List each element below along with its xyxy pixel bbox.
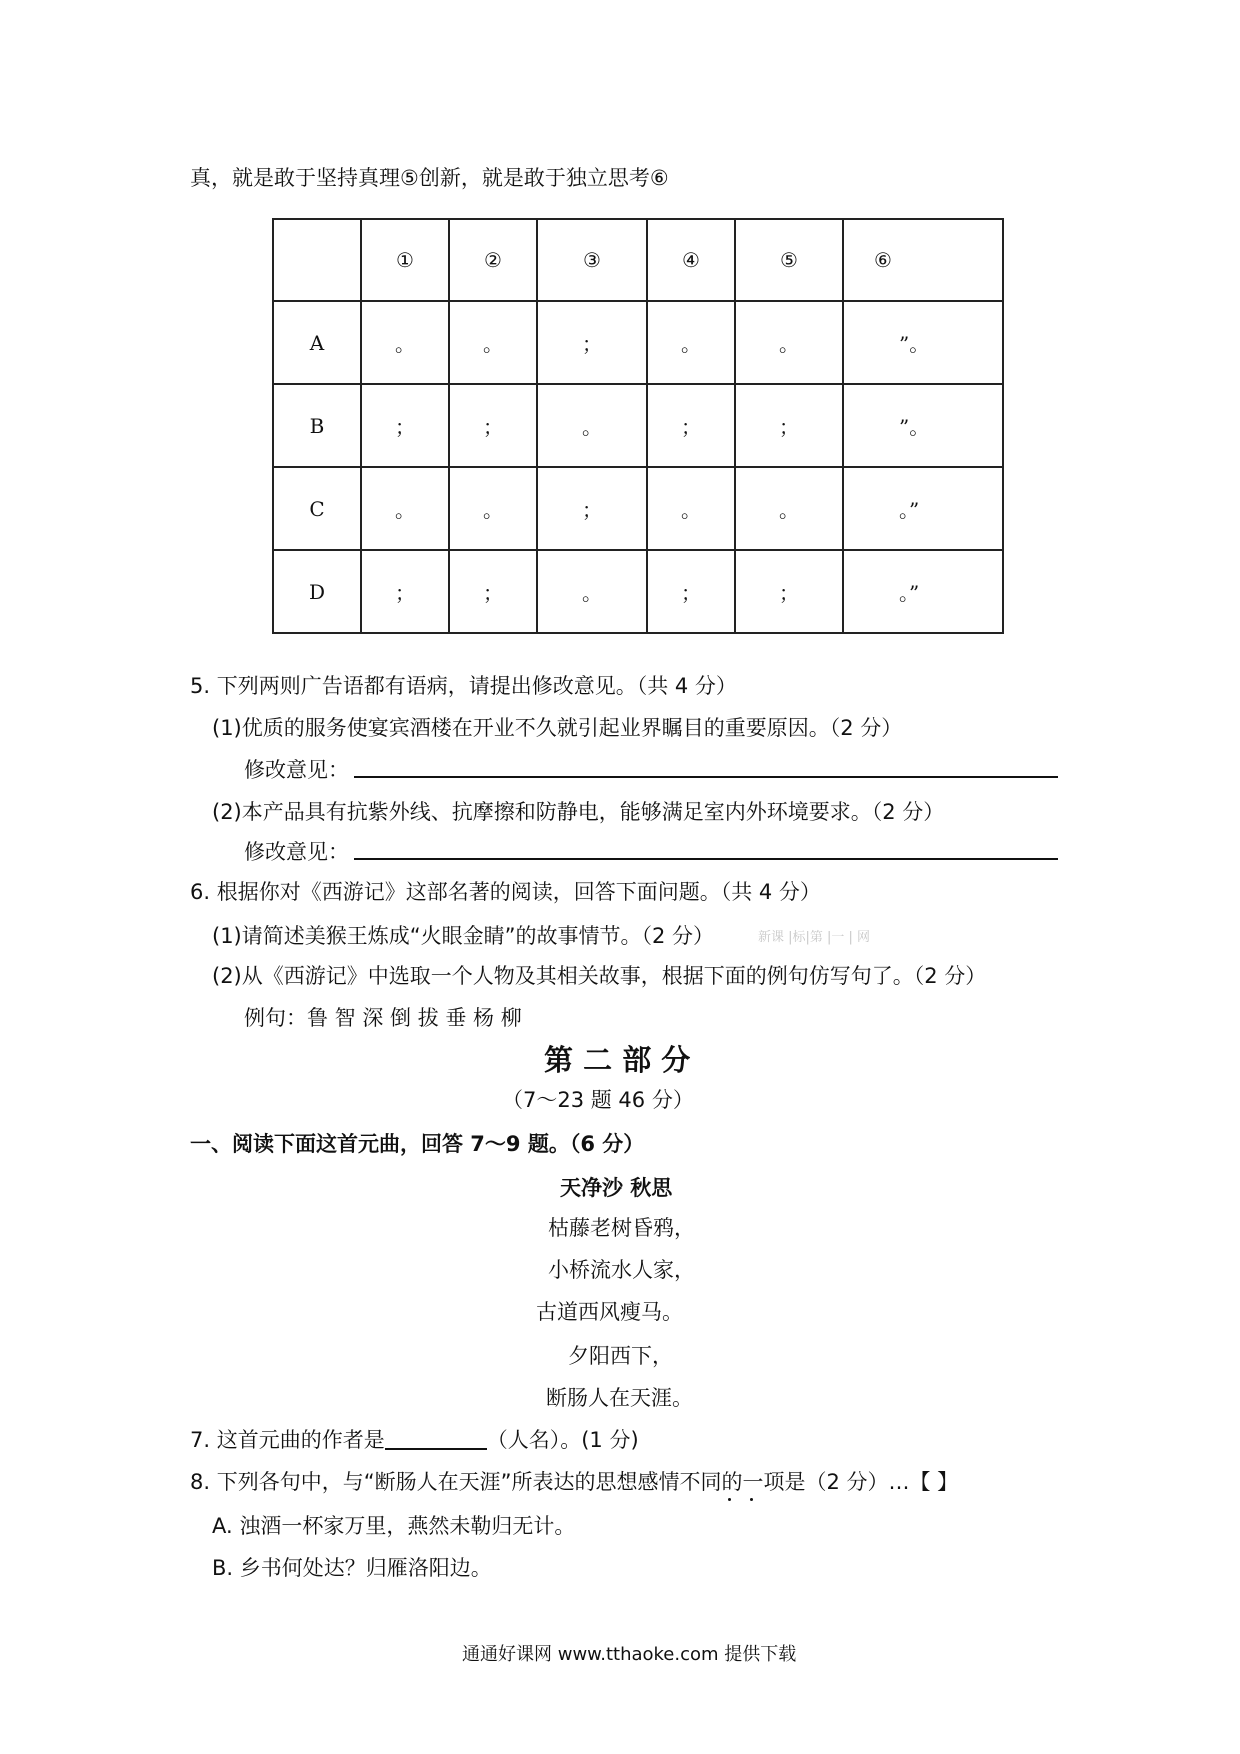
poem-line: 小桥流水人家， [548,1258,695,1282]
table-cell: ； [537,301,647,384]
section-heading: 一、阅读下面这首元曲，回答 7～9 题。（6 分） [190,1132,645,1156]
table-cell: ； [647,550,735,633]
question-5-item-2: (2)本产品具有抗紫外线、抗摩擦和防静电，能够满足室内外环境要求。（2 分） [212,800,945,824]
table-row [273,384,1003,467]
table-cell: C [273,467,361,550]
table-cell: 。 [537,384,647,467]
poem-title: 天净沙 秋思 [560,1176,673,1200]
table-cell: 。 [537,550,647,633]
table-cell: ； [449,384,537,467]
punctuation-table [272,218,1004,634]
table-cell [273,219,361,301]
question-5-stem: 5. 下列两则广告语都有语病，请提出修改意见。（共 4 分） [190,674,737,698]
table-cell: ④ [647,219,735,301]
table-header-row [273,219,1003,301]
revision-label-1: 修改意见： [244,758,349,782]
table-cell: 。 [361,301,449,384]
question-6-item-2: (2)从《西游记》中选取一个人物及其相关故事，根据下面的例句仿写句了。（2 分） [212,964,987,988]
emphasis-dot [728,1498,731,1501]
table-cell: 。 [361,467,449,550]
poem-line: 古道西风瘦马。 [536,1300,683,1324]
table-cell: ② [449,219,537,301]
poem-line: 枯藤老树昏鸦， [548,1216,695,1240]
table-cell: ① [361,219,449,301]
table-row [273,467,1003,550]
table-cell: ⑥ [843,219,1003,301]
table-cell: ； [449,550,537,633]
table-cell: 。 [647,301,735,384]
answer-line-2[interactable] [354,858,1058,860]
question-8-stem: 8. 下列各句中，与“断肠人在天涯”所表达的思想感情不同的一项是（2 分）…【 】 [190,1470,959,1494]
table-cell: ； [647,384,735,467]
emphasis-dot [750,1498,753,1501]
table-cell: ”。 [843,301,1003,384]
table-cell: ③ [537,219,647,301]
table-cell: A [273,301,361,384]
question-6-stem: 6. 根据你对《西游记》这部名著的阅读，回答下面问题。（共 4 分） [190,880,821,904]
table-cell: 。” [843,550,1003,633]
table-cell: 。 [735,301,843,384]
question-7-suffix: （人名）。(1 分) [486,1428,639,1452]
table-cell: D [273,550,361,633]
table-row [273,550,1003,633]
option-b: B. 乡书何处达？归雁洛阳边。 [212,1556,492,1580]
question-5-item-1: (1)优质的服务使宴宾酒楼在开业不久就引起业界瞩目的重要原因。（2 分） [212,716,903,740]
question-6-item-1: (1)请简述美猴王炼成“火眼金睛”的故事情节。（2 分） [212,924,715,948]
page-footer: 通通好课网 www.tthaoke.com 提供下载 [462,1644,797,1665]
revision-label-2: 修改意见： [244,840,349,864]
table-cell: ； [361,384,449,467]
table-cell: ⑤ [735,219,843,301]
table-cell: 。 [647,467,735,550]
table-cell: ”。 [843,384,1003,467]
table-cell: 。 [449,301,537,384]
table-cell: 。 [449,467,537,550]
answer-line-1[interactable] [354,776,1058,778]
table-cell: 。” [843,467,1003,550]
table-cell: B [273,384,361,467]
option-a: A. 浊酒一杯家万里，燕然未勒归无计。 [212,1514,576,1538]
question-7 [190,1424,639,1454]
example-sentence: 例句：鲁 智 深 倒 拔 垂 杨 柳 [244,1006,522,1030]
table-row [273,301,1003,384]
poem-line: 断肠人在天涯。 [546,1386,693,1410]
table-cell: ； [361,550,449,633]
author-blank[interactable] [385,1428,487,1450]
poem-line: 夕阳西下， [568,1344,673,1368]
table-cell: ； [735,384,843,467]
intro-line: 真，就是敢于坚持真理⑤创新，就是敢于独立思考⑥ [190,166,669,190]
question-7-text: 7. 这首元曲的作者是 [190,1428,385,1452]
part-two-subtitle: （7～23 题 46 分） [502,1088,694,1112]
table-cell: 。 [735,467,843,550]
table-cell: ； [537,467,647,550]
part-two-title: 第 二 部 分 [544,1043,691,1077]
table-cell: ； [735,550,843,633]
faint-watermark-text: 新课 |标|第 |一 | 网 [758,930,871,945]
